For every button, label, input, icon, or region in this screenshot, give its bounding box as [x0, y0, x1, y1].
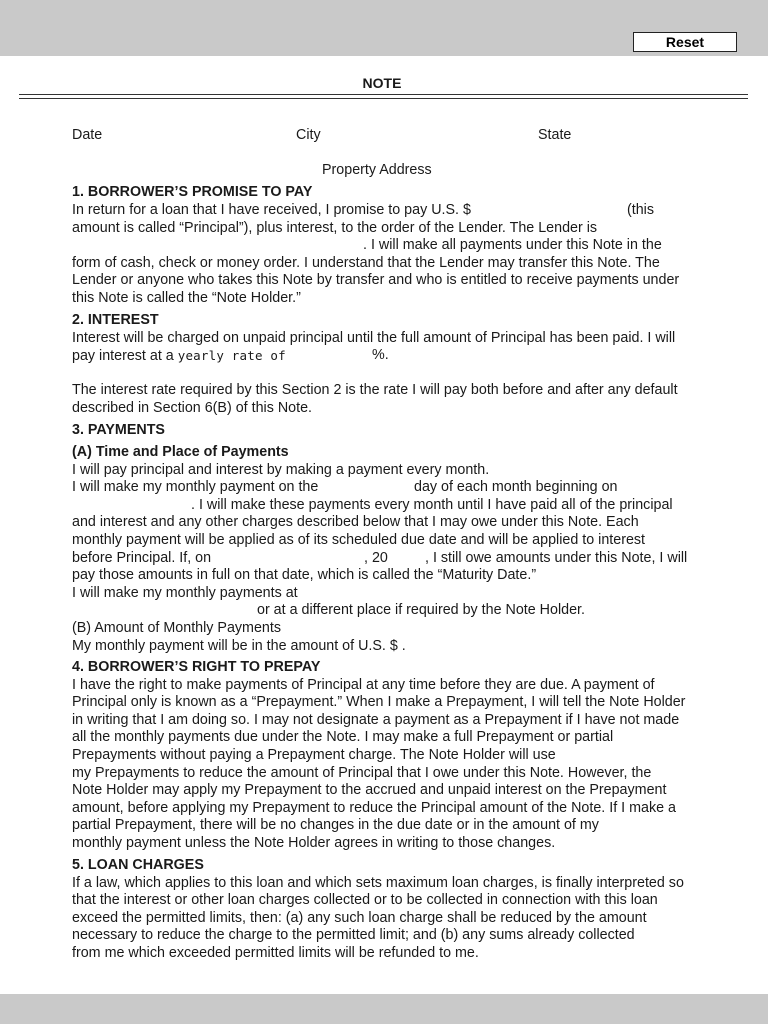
section5-line: that the interest or other loan charges collected or to be collected in connection with this loan: [72, 892, 658, 909]
section3-line6c: , I still owe amounts under this Note, I will: [425, 549, 688, 566]
section4-line: all the monthly payments due under the Note. I may make a full Prepayment or partial: [72, 729, 614, 746]
section4-line: monthly payment unless the Note Holder agrees in writing to those changes.: [72, 835, 556, 851]
section4-line: Principal only is known as a “Prepayment.” When I make a Prepayment, I will tell the Note Holder: [72, 694, 686, 711]
top-toolbar: [0, 0, 768, 56]
reset-button[interactable]: Reset: [633, 32, 737, 52]
state-label: State: [538, 127, 572, 143]
property-address-label: Property Address: [322, 162, 432, 178]
section1-line1: In return for a loan that I have received, I promise to pay U.S. $: [72, 202, 471, 218]
title-divider-bottom: [19, 98, 748, 99]
bottom-bar: [0, 994, 768, 1024]
section2-line1: Interest will be charged on unpaid principal until the full amount of Principal has been paid. I will: [72, 329, 676, 346]
section4-heading: 4. BORROWER’S RIGHT TO PREPAY: [72, 659, 321, 675]
section3-line6a: before Principal. If, on: [72, 549, 212, 566]
section1-line2: amount is called “Principal”), plus interest, to the order of the Lender. The Lender is: [72, 219, 598, 236]
section5-line: from me which exceeded permitted limits will be refunded to me.: [72, 945, 479, 961]
section3-line6b: , 20: [364, 549, 388, 566]
section3-line5: monthly payment will be applied as of its scheduled due date and will be applied to interest: [72, 532, 646, 548]
section3-sub-a: (A) Time and Place of Payments: [72, 444, 289, 460]
date-label: Date: [72, 127, 103, 143]
section3-line7: pay those amounts in full on that date, which is called the “Maturity Date.”: [72, 567, 537, 584]
section4-line: in writing that I am doing so. I may not designate a payment as a Prepayment if I have not made: [72, 711, 680, 728]
section3-line10: My monthly payment will be in the amount of U.S. $ .: [72, 637, 406, 654]
section2-heading: 2. INTEREST: [72, 312, 159, 328]
section3-line3: . I will make these payments every month until I have paid all of the principal: [191, 496, 673, 513]
section1-line6: this Note is called the “Note Holder.”: [72, 290, 301, 306]
section3-line2b: day of each month beginning on: [414, 479, 618, 496]
section3-line8: I will make my monthly payments at: [72, 584, 298, 601]
city-label: City: [296, 127, 321, 143]
section1-line4: form of cash, check or money order. I understand that the Lender may transfer this Note. The: [72, 254, 660, 271]
section3-line2a: I will make my monthly payment on the: [72, 479, 319, 496]
section5-line: necessary to reduce the charge to the permitted limit; and (b) any sums already collected: [72, 927, 635, 944]
section4-line: amount, before applying my Prepayment to reduce the Principal amount of the Note. If I make a: [72, 799, 676, 816]
yearly-rate-label: yearly rate of: [177, 348, 286, 364]
section3-heading: 3. PAYMENTS: [72, 422, 165, 438]
section3-line4: and interest and any other charges described below that I may owe under this Note. Each: [72, 514, 639, 531]
section4-line: I have the right to make payments of Principal at any time before they are due. A payment of: [72, 676, 655, 693]
title-divider-top: [19, 94, 748, 95]
section3-line1: I will pay principal and interest by making a payment every month.: [72, 461, 490, 478]
percent-sign: %.: [372, 347, 389, 364]
section5-heading: 5. LOAN CHARGES: [72, 857, 204, 873]
section2-line4: described in Section 6(B) of this Note.: [72, 400, 312, 416]
section2-line3: The interest rate required by this Section 2 is the rate I will pay both before and after any default: [72, 382, 678, 399]
section2-line2: [72, 347, 286, 366]
section4-line: Note Holder may apply my Prepayment to the accrued and unpaid interest on the Prepayment: [72, 782, 667, 799]
section5-line: If a law, which applies to this loan and which sets maximum loan charges, is finally interpreted so: [72, 874, 684, 891]
page-title: NOTE: [362, 75, 402, 91]
section4-line: partial Prepayment, there will be no changes in the due date or in the amount of my: [72, 817, 599, 834]
section1-line3: . I will make all payments under this Note in the: [363, 237, 662, 254]
section5-line: exceed the permitted limits, then: (a) any such loan charge shall be reduced by the amount: [72, 909, 647, 926]
section2-line2-start: pay interest at a: [72, 348, 174, 365]
section1-line5: Lender or anyone who takes this Note by transfer and who is entitled to receive payments under: [72, 272, 680, 289]
section1-heading: 1. BORROWER’S PROMISE TO PAY: [72, 184, 313, 200]
section1-line1-suffix: (this: [627, 202, 655, 218]
document-page: [0, 56, 768, 994]
section3-sub-b: (B) Amount of Monthly Payments: [72, 620, 281, 636]
section4-line: Prepayments without paying a Prepayment charge. The Note Holder will use: [72, 747, 556, 763]
section3-line9: or at a different place if required by the Note Holder.: [257, 602, 585, 619]
section4-line: my Prepayments to reduce the amount of Principal that I owe under this Note. However, the: [72, 764, 652, 781]
